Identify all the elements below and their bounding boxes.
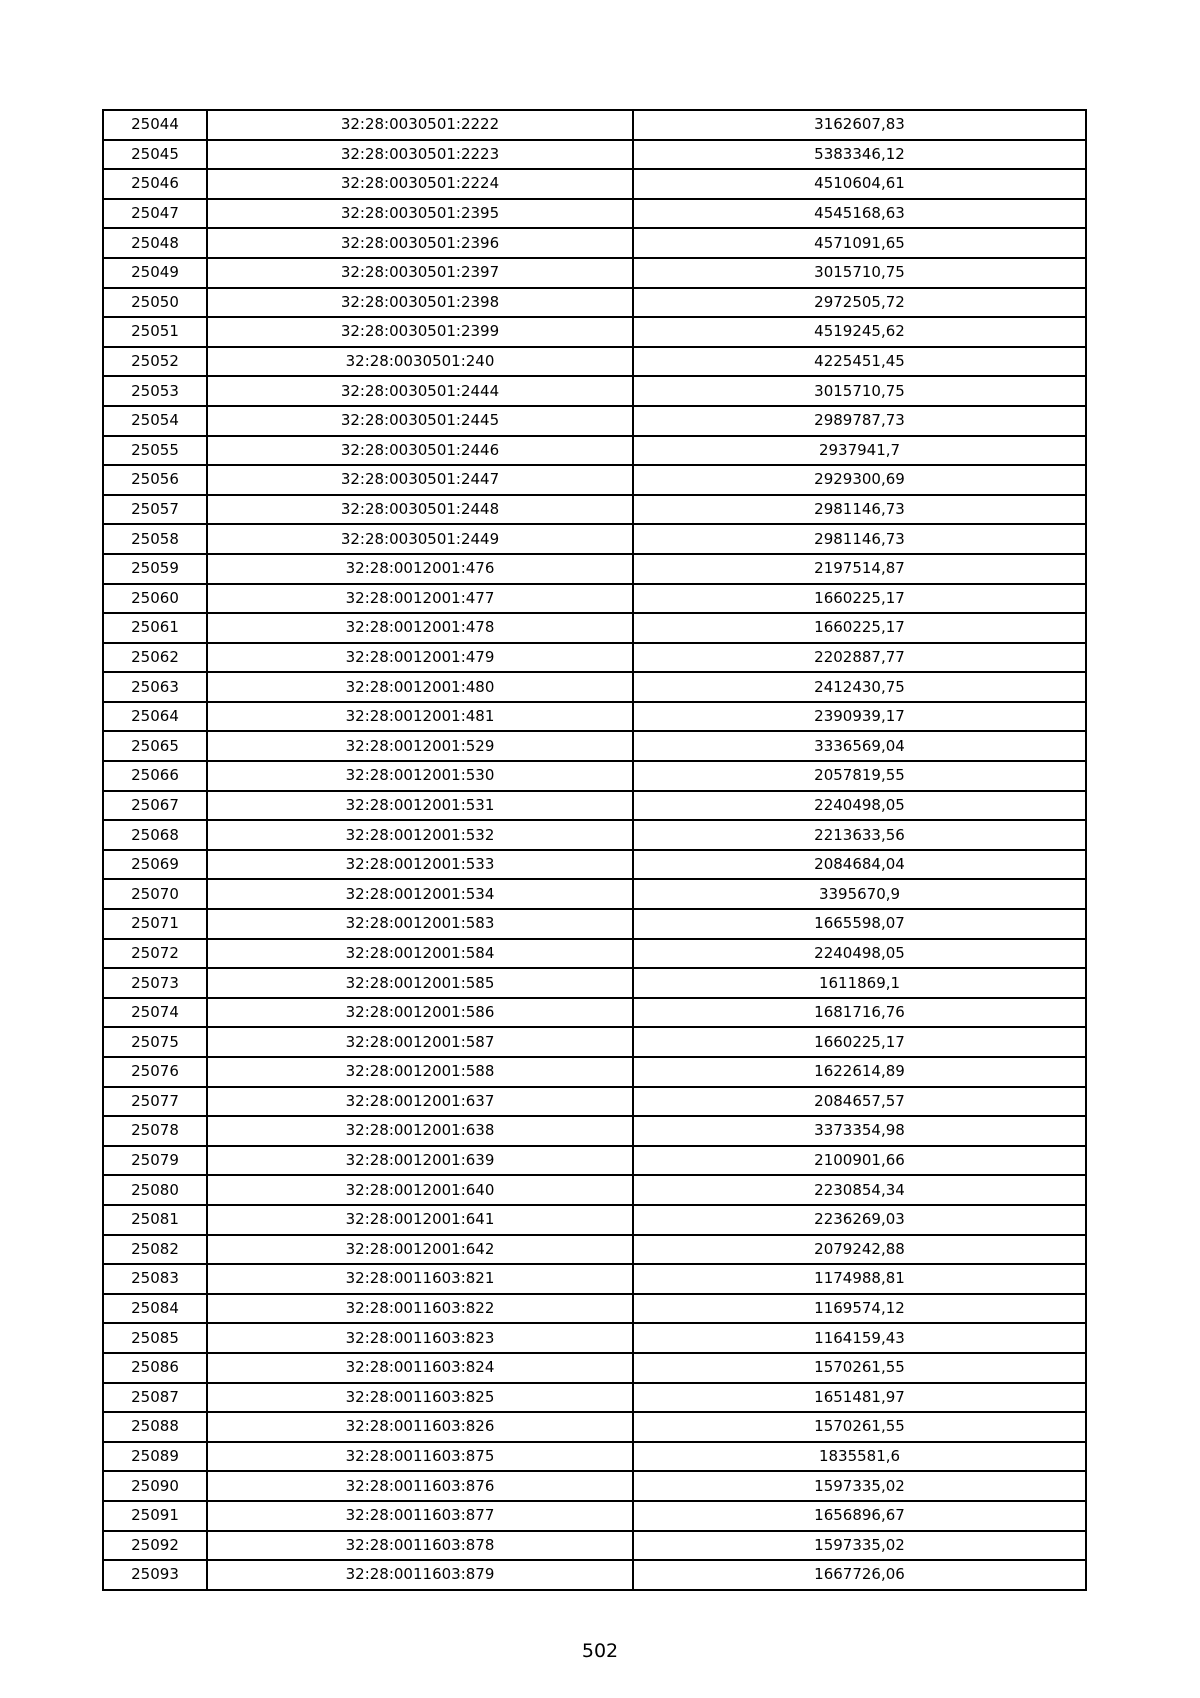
row-number-cell: 25066 <box>103 761 207 791</box>
cadastral-number-cell: 32:28:0030501:2446 <box>207 436 633 466</box>
cadastral-value-cell: 2236269,03 <box>633 1205 1086 1235</box>
cadastral-value-cell: 1597335,02 <box>633 1471 1086 1501</box>
table-row <box>103 1501 1086 1531</box>
table-row <box>103 288 1086 318</box>
table-row <box>103 110 1086 140</box>
row-number-cell: 25063 <box>103 672 207 702</box>
table-row <box>103 495 1086 525</box>
row-number-cell: 25074 <box>103 998 207 1028</box>
table-row <box>103 1442 1086 1472</box>
cadastral-number-cell: 32:28:0011603:876 <box>207 1471 633 1501</box>
cadastral-number-cell: 32:28:0030501:240 <box>207 347 633 377</box>
cadastral-value-cell: 2084684,04 <box>633 850 1086 880</box>
cadastral-number-cell: 32:28:0012001:476 <box>207 554 633 584</box>
cadastral-value-cell: 2240498,05 <box>633 791 1086 821</box>
cadastral-value-cell: 3395670,9 <box>633 879 1086 909</box>
table-row <box>103 1560 1086 1590</box>
cadastral-value-cell: 4225451,45 <box>633 347 1086 377</box>
row-number-cell: 25065 <box>103 731 207 761</box>
cadastral-number-cell: 32:28:0030501:2222 <box>207 110 633 140</box>
cadastral-value-cell: 4510604,61 <box>633 169 1086 199</box>
row-number-cell: 25077 <box>103 1087 207 1117</box>
cadastral-number-cell: 32:28:0011603:875 <box>207 1442 633 1472</box>
table-row <box>103 228 1086 258</box>
table-row <box>103 1146 1086 1176</box>
row-number-cell: 25068 <box>103 820 207 850</box>
cadastral-value-cell: 1597335,02 <box>633 1531 1086 1561</box>
table-row <box>103 643 1086 673</box>
cadastral-value-table <box>102 109 1087 1591</box>
table-row <box>103 140 1086 170</box>
cadastral-number-cell: 32:28:0012001:637 <box>207 1087 633 1117</box>
row-number-cell: 25078 <box>103 1116 207 1146</box>
table-row <box>103 879 1086 909</box>
row-number-cell: 25045 <box>103 140 207 170</box>
cadastral-number-cell: 32:28:0030501:2444 <box>207 376 633 406</box>
row-number-cell: 25049 <box>103 258 207 288</box>
cadastral-value-cell: 1570261,55 <box>633 1412 1086 1442</box>
cadastral-value-cell: 1611869,1 <box>633 968 1086 998</box>
table-row <box>103 968 1086 998</box>
table-row <box>103 1057 1086 1087</box>
row-number-cell: 25084 <box>103 1294 207 1324</box>
cadastral-number-cell: 32:28:0011603:824 <box>207 1353 633 1383</box>
cadastral-value-cell: 2079242,88 <box>633 1235 1086 1265</box>
table-row <box>103 998 1086 1028</box>
row-number-cell: 25083 <box>103 1264 207 1294</box>
table-row <box>103 1235 1086 1265</box>
cadastral-value-cell: 2202887,77 <box>633 643 1086 673</box>
row-number-cell: 25067 <box>103 791 207 821</box>
cadastral-value-cell: 1656896,67 <box>633 1501 1086 1531</box>
cadastral-number-cell: 32:28:0012001:638 <box>207 1116 633 1146</box>
cadastral-value-cell: 2972505,72 <box>633 288 1086 318</box>
row-number-cell: 25089 <box>103 1442 207 1472</box>
cadastral-number-cell: 32:28:0011603:825 <box>207 1383 633 1413</box>
cadastral-number-cell: 32:28:0011603:821 <box>207 1264 633 1294</box>
table-row <box>103 258 1086 288</box>
cadastral-number-cell: 32:28:0012001:640 <box>207 1175 633 1205</box>
row-number-cell: 25059 <box>103 554 207 584</box>
table-row <box>103 791 1086 821</box>
table-row <box>103 169 1086 199</box>
cadastral-value-cell: 5383346,12 <box>633 140 1086 170</box>
cadastral-number-cell: 32:28:0012001:587 <box>207 1027 633 1057</box>
cadastral-number-cell: 32:28:0030501:2398 <box>207 288 633 318</box>
table-row <box>103 347 1086 377</box>
cadastral-number-cell: 32:28:0012001:588 <box>207 1057 633 1087</box>
cadastral-value-cell: 2937941,7 <box>633 436 1086 466</box>
cadastral-number-cell: 32:28:0012001:532 <box>207 820 633 850</box>
cadastral-value-cell: 4519245,62 <box>633 317 1086 347</box>
row-number-cell: 25062 <box>103 643 207 673</box>
cadastral-value-cell: 1681716,76 <box>633 998 1086 1028</box>
row-number-cell: 25060 <box>103 584 207 614</box>
cadastral-value-cell: 4545168,63 <box>633 199 1086 229</box>
cadastral-number-cell: 32:28:0012001:534 <box>207 879 633 909</box>
row-number-cell: 25056 <box>103 465 207 495</box>
cadastral-value-cell: 1660225,17 <box>633 584 1086 614</box>
table-row <box>103 909 1086 939</box>
table-row <box>103 850 1086 880</box>
row-number-cell: 25080 <box>103 1175 207 1205</box>
cadastral-value-cell: 2240498,05 <box>633 939 1086 969</box>
cadastral-value-cell: 2084657,57 <box>633 1087 1086 1117</box>
cadastral-number-cell: 32:28:0030501:2399 <box>207 317 633 347</box>
row-number-cell: 25061 <box>103 613 207 643</box>
table-row <box>103 939 1086 969</box>
row-number-cell: 25069 <box>103 850 207 880</box>
table-row <box>103 465 1086 495</box>
cadastral-number-cell: 32:28:0012001:639 <box>207 1146 633 1176</box>
cadastral-number-cell: 32:28:0012001:642 <box>207 1235 633 1265</box>
table-row <box>103 1264 1086 1294</box>
row-number-cell: 25087 <box>103 1383 207 1413</box>
cadastral-value-cell: 2981146,73 <box>633 495 1086 525</box>
cadastral-number-cell: 32:28:0030501:2223 <box>207 140 633 170</box>
cadastral-value-cell: 1164159,43 <box>633 1323 1086 1353</box>
table-row <box>103 1323 1086 1353</box>
cadastral-number-cell: 32:28:0012001:478 <box>207 613 633 643</box>
cadastral-value-cell: 1667726,06 <box>633 1560 1086 1590</box>
table-row <box>103 1294 1086 1324</box>
cadastral-number-cell: 32:28:0030501:2395 <box>207 199 633 229</box>
cadastral-number-cell: 32:28:0012001:477 <box>207 584 633 614</box>
table-row <box>103 1087 1086 1117</box>
row-number-cell: 25046 <box>103 169 207 199</box>
table-row <box>103 524 1086 554</box>
cadastral-number-cell: 32:28:0030501:2224 <box>207 169 633 199</box>
table-row <box>103 436 1086 466</box>
cadastral-number-cell: 32:28:0011603:822 <box>207 1294 633 1324</box>
table-row <box>103 672 1086 702</box>
cadastral-value-cell: 2197514,87 <box>633 554 1086 584</box>
table-row <box>103 1027 1086 1057</box>
row-number-cell: 25053 <box>103 376 207 406</box>
cadastral-number-cell: 32:28:0012001:531 <box>207 791 633 821</box>
cadastral-value-cell: 2213633,56 <box>633 820 1086 850</box>
cadastral-value-cell: 1660225,17 <box>633 613 1086 643</box>
row-number-cell: 25085 <box>103 1323 207 1353</box>
cadastral-number-cell: 32:28:0012001:584 <box>207 939 633 969</box>
cadastral-number-cell: 32:28:0030501:2449 <box>207 524 633 554</box>
cadastral-value-cell: 4571091,65 <box>633 228 1086 258</box>
table-row <box>103 1412 1086 1442</box>
cadastral-number-cell: 32:28:0030501:2448 <box>207 495 633 525</box>
cadastral-value-cell: 2981146,73 <box>633 524 1086 554</box>
cadastral-value-cell: 2989787,73 <box>633 406 1086 436</box>
cadastral-value-cell: 3336569,04 <box>633 731 1086 761</box>
cadastral-value-cell: 3373354,98 <box>633 1116 1086 1146</box>
table-row <box>103 702 1086 732</box>
row-number-cell: 25088 <box>103 1412 207 1442</box>
cadastral-value-cell: 2412430,75 <box>633 672 1086 702</box>
row-number-cell: 25093 <box>103 1560 207 1590</box>
row-number-cell: 25070 <box>103 879 207 909</box>
cadastral-value-cell: 3015710,75 <box>633 258 1086 288</box>
cadastral-number-cell: 32:28:0012001:583 <box>207 909 633 939</box>
table-row <box>103 1175 1086 1205</box>
cadastral-value-cell: 2230854,34 <box>633 1175 1086 1205</box>
table-row <box>103 1383 1086 1413</box>
table-row <box>103 613 1086 643</box>
row-number-cell: 25073 <box>103 968 207 998</box>
cadastral-number-cell: 32:28:0011603:877 <box>207 1501 633 1531</box>
row-number-cell: 25072 <box>103 939 207 969</box>
table-body <box>103 110 1086 1590</box>
row-number-cell: 25064 <box>103 702 207 732</box>
row-number-cell: 25092 <box>103 1531 207 1561</box>
cadastral-value-cell: 3015710,75 <box>633 376 1086 406</box>
table-row <box>103 820 1086 850</box>
cadastral-number-cell: 32:28:0030501:2445 <box>207 406 633 436</box>
row-number-cell: 25055 <box>103 436 207 466</box>
cadastral-value-cell: 1174988,81 <box>633 1264 1086 1294</box>
cadastral-number-cell: 32:28:0030501:2396 <box>207 228 633 258</box>
row-number-cell: 25075 <box>103 1027 207 1057</box>
cadastral-value-cell: 2390939,17 <box>633 702 1086 732</box>
row-number-cell: 25076 <box>103 1057 207 1087</box>
cadastral-value-cell: 1665598,07 <box>633 909 1086 939</box>
cadastral-value-cell: 2100901,66 <box>633 1146 1086 1176</box>
cadastral-number-cell: 32:28:0012001:529 <box>207 731 633 761</box>
cadastral-number-cell: 32:28:0012001:585 <box>207 968 633 998</box>
table-row <box>103 1471 1086 1501</box>
cadastral-value-cell: 1169574,12 <box>633 1294 1086 1324</box>
cadastral-value-cell: 1622614,89 <box>633 1057 1086 1087</box>
cadastral-number-cell: 32:28:0012001:530 <box>207 761 633 791</box>
cadastral-value-cell: 3162607,83 <box>633 110 1086 140</box>
cadastral-number-cell: 32:28:0030501:2447 <box>207 465 633 495</box>
row-number-cell: 25091 <box>103 1501 207 1531</box>
row-number-cell: 25081 <box>103 1205 207 1235</box>
cadastral-value-cell: 2929300,69 <box>633 465 1086 495</box>
row-number-cell: 25082 <box>103 1235 207 1265</box>
table-row <box>103 731 1086 761</box>
page-number: 502 <box>581 1640 619 1662</box>
row-number-cell: 25057 <box>103 495 207 525</box>
cadastral-number-cell: 32:28:0012001:641 <box>207 1205 633 1235</box>
cadastral-number-cell: 32:28:0011603:826 <box>207 1412 633 1442</box>
row-number-cell: 25079 <box>103 1146 207 1176</box>
table-row <box>103 199 1086 229</box>
row-number-cell: 25050 <box>103 288 207 318</box>
row-number-cell: 25058 <box>103 524 207 554</box>
row-number-cell: 25047 <box>103 199 207 229</box>
table-row <box>103 406 1086 436</box>
cadastral-value-cell: 1651481,97 <box>633 1383 1086 1413</box>
table-row <box>103 1116 1086 1146</box>
row-number-cell: 25052 <box>103 347 207 377</box>
table-row <box>103 584 1086 614</box>
cadastral-value-cell: 1660225,17 <box>633 1027 1086 1057</box>
table-row <box>103 554 1086 584</box>
row-number-cell: 25048 <box>103 228 207 258</box>
table-row <box>103 1531 1086 1561</box>
row-number-cell: 25054 <box>103 406 207 436</box>
table-row <box>103 761 1086 791</box>
cadastral-value-cell: 1570261,55 <box>633 1353 1086 1383</box>
cadastral-number-cell: 32:28:0012001:586 <box>207 998 633 1028</box>
table-row <box>103 376 1086 406</box>
row-number-cell: 25071 <box>103 909 207 939</box>
cadastral-number-cell: 32:28:0012001:533 <box>207 850 633 880</box>
row-number-cell: 25090 <box>103 1471 207 1501</box>
cadastral-number-cell: 32:28:0030501:2397 <box>207 258 633 288</box>
table-row <box>103 317 1086 347</box>
row-number-cell: 25051 <box>103 317 207 347</box>
row-number-cell: 25086 <box>103 1353 207 1383</box>
table-row <box>103 1205 1086 1235</box>
table-row <box>103 1353 1086 1383</box>
row-number-cell: 25044 <box>103 110 207 140</box>
cadastral-number-cell: 32:28:0012001:480 <box>207 672 633 702</box>
cadastral-number-cell: 32:28:0012001:479 <box>207 643 633 673</box>
cadastral-value-cell: 2057819,55 <box>633 761 1086 791</box>
cadastral-number-cell: 32:28:0012001:481 <box>207 702 633 732</box>
cadastral-value-cell: 1835581,6 <box>633 1442 1086 1472</box>
cadastral-number-cell: 32:28:0011603:879 <box>207 1560 633 1590</box>
cadastral-number-cell: 32:28:0011603:823 <box>207 1323 633 1353</box>
cadastral-number-cell: 32:28:0011603:878 <box>207 1531 633 1561</box>
